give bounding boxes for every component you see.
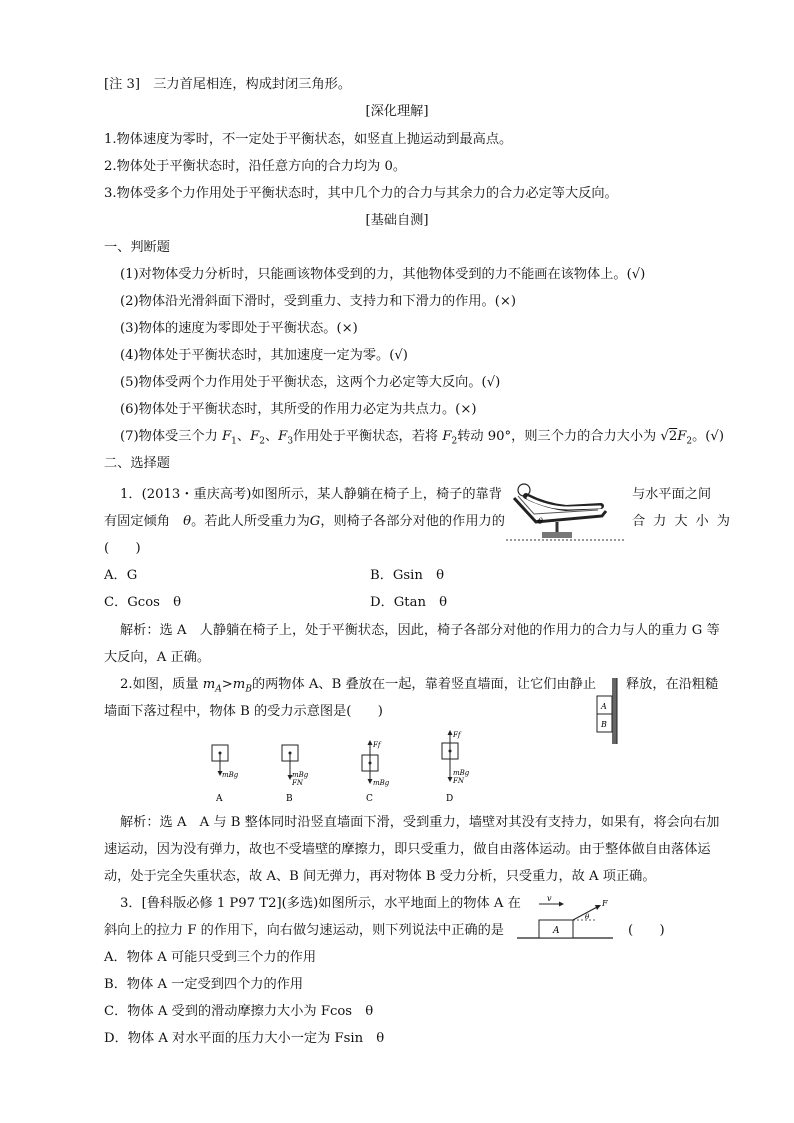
q2-line2: 墙面下落过程中，物体 B 的受力示意图是( ) [104, 704, 383, 719]
deep-item-2: 2.物体处于平衡状态时，沿任意方向的合力均为 0。 [104, 159, 407, 174]
root-f-sub: 2 [686, 436, 693, 447]
f2-sub-2: 2 [451, 436, 458, 447]
force-diagram-b [270, 735, 320, 805]
judge-item-7: (7)物体受三个力 $F_1$、$F_2$、$F_3$作用处于平衡状态，若将 $F_2$转动 90°，则三个力的合力大小为 $√2F_2$。(√) [120, 429, 724, 447]
mb-sub: B [245, 684, 252, 695]
q1-analysis-1: 解析：选 A 人静躺在椅子上，处于平衡状态，因此，椅子各部分对他的作用力的合力与人的重力 G 等 [120, 623, 720, 638]
force-diagram-a [200, 735, 250, 805]
q3-line1: 3．[鲁科版必修 1 P97 T2](多选)如图所示，水平地面上的物体 A 在 [120, 896, 521, 911]
q3-option-b[interactable]: B．物体 A 一定受到四个力的作用 [104, 977, 304, 992]
wall-block-b-label: B [601, 720, 607, 729]
ma-sub: A [215, 684, 222, 695]
judge7-text-c: 转动 90°，则三个力的合力大小为 [457, 429, 661, 444]
q1-analysis-2: 大反向，A 正确。 [104, 650, 211, 665]
q2-analysis-3: 动，处于完全失重状态，故 A、B 间无弹力，再对物体 B 受力分析，只受重力，故 A 项正确。 [104, 869, 656, 884]
f2-sub: 2 [259, 436, 265, 447]
judge-item-1: (1)对物体受力分析时，只能画该物体受到的力，其他物体受到的力不能画在该物体上。(√) [120, 267, 646, 282]
f3-symbol: F [278, 429, 288, 444]
d-gravity-label: mBg [453, 769, 470, 777]
q3-option-c[interactable]: C．物体 A 受到的滑动摩擦力大小为 Fcos θ [104, 1004, 374, 1019]
pulled-block-figure [515, 890, 615, 942]
b-normal-label: FN [292, 779, 303, 787]
wall-block-a-label: A [601, 702, 607, 711]
block-a-label: A [553, 926, 560, 936]
q3-line2: 斜向上的拉力 F 的作用下，向右做匀速运动，则下列说法中正确的是 [104, 923, 504, 938]
judge-item-3: (3)物体的速度为零即处于平衡状态。(×) [120, 321, 358, 336]
gt-symbol: > [221, 677, 233, 692]
q2-l1a: 2.如图，质量 [120, 677, 203, 692]
choice-heading: 二、选择题 [104, 456, 170, 471]
judge-item-6: (6)物体处于平衡状态时，其所受的作用力必定为共点力。(×) [120, 402, 477, 417]
f1-sub: 1 [231, 436, 237, 447]
q1-option-a[interactable]: A．G [104, 568, 138, 583]
q2-line1c: 释放，在沿粗糙 [626, 677, 719, 692]
diagram-c-label: C [366, 794, 373, 804]
diagram-d-label: D [446, 794, 454, 804]
q1-line1a: 1．(2013・重庆高考)如图所示，某人静躺在椅子上，椅子的靠背 [120, 487, 502, 502]
f2-symbol-2: F [442, 429, 452, 444]
velocity-label: v [547, 894, 552, 903]
q1-line3: ( ) [104, 541, 141, 556]
q2-analysis-1: 解析：选 A A 与 B 整体同时沿竖直墙面下滑，受到重力，墙壁对其没有支持力，如果有，将会向右加 [120, 815, 720, 830]
a-gravity-label: mBg [222, 771, 239, 779]
q3-option-d[interactable]: D．物体 A 对水平面的压力大小一定为 Fsin θ [104, 1031, 385, 1046]
judge7-text-a: (7)物体受三个力 [120, 429, 222, 444]
chair-theta-label: θ [538, 517, 543, 526]
root-f-symbol: F [677, 429, 687, 444]
q1-line1b: 与水平面之间 [632, 487, 712, 502]
force-diagram-d [430, 729, 480, 805]
diagram-a-label: A [216, 794, 223, 804]
sqrt-radicand: 2 [668, 429, 678, 444]
judge-item-4: (4)物体处于平衡状态时，其加速度一定为零。(√) [120, 348, 408, 363]
ma-symbol: m [202, 677, 216, 692]
f1-symbol: F [222, 429, 232, 444]
judge7-text-b: 作用处于平衡状态，若将 [293, 429, 443, 444]
section-title-basic: [基础自测] [365, 213, 429, 228]
sqrt-symbol: √2 [660, 429, 678, 444]
force-f-label: F [602, 899, 608, 908]
note-3: [注 3] 三力首尾相连，构成封闭三角形。 [104, 77, 352, 92]
q3-paren: ( ) [628, 923, 665, 938]
q1-line2 [104, 513, 505, 531]
q2-line1 [120, 676, 596, 699]
b-gravity-label: mBg [292, 771, 309, 779]
c-friction-label: Ff [373, 741, 381, 749]
q1-option-d[interactable]: D．Gtan θ [370, 595, 448, 610]
q2-l1b: 的两物体 A、B 叠放在一起，靠着竖直墙面，让它们由静止 [251, 677, 597, 692]
judge-item-5: (5)物体受两个力作用处于平衡状态，这两个力必定等大反向。(√) [120, 375, 501, 390]
reclining-chair-figure [506, 478, 624, 548]
d-normal-label: FN [453, 777, 464, 785]
q1-l2a: 有固定倾角 [104, 514, 170, 529]
f2-symbol: F [250, 429, 260, 444]
force-diagram-c [350, 735, 400, 805]
judge-heading: 一、判断题 [104, 240, 170, 255]
wall-blocks-figure [590, 676, 626, 746]
q1-option-c[interactable]: C．Gcos θ [104, 595, 182, 610]
section-title-deep: [深化理解] [365, 104, 429, 119]
deep-item-1: 1.物体速度为零时，不一定处于平衡状态，如竖直上抛运动到最高点。 [104, 132, 513, 147]
deep-item-3: 3.物体受多个力作用处于平衡状态时，其中几个力的合力与其余力的合力必定等大反向。 [104, 186, 618, 201]
angle-theta-label: θ [585, 913, 590, 921]
diagram-b-label: B [286, 794, 293, 804]
mb-symbol: m [232, 677, 246, 692]
q1-l2e: ，则椅子各部分对他的作用力的 [320, 514, 505, 529]
g-symbol: G [309, 514, 321, 529]
d-friction-label: Ff [453, 731, 461, 739]
theta-symbol: θ [183, 514, 192, 529]
judge-item-2: (2)物体沿光滑斜面下滑时，受到重力、支持力和下滑力的作用。(×) [120, 294, 517, 309]
q1-l2c: 。若此人所受重力为 [191, 514, 310, 529]
q2-analysis-2: 速运动，因为没有弹力，故也不受墙壁的摩擦力，即只受重力，做自由落体运动。由于整体做自由落体运 [104, 842, 711, 857]
c-gravity-label: mBg [373, 779, 390, 787]
q1-line2f: 合力大小为 [632, 514, 738, 529]
q1-option-b[interactable]: B．Gsin θ [370, 568, 445, 583]
judge7-text-d: 。(√) [692, 429, 724, 444]
q3-option-a[interactable]: A．物体 A 可能只受到三个力的作用 [104, 950, 317, 965]
f3-sub: 3 [287, 436, 294, 447]
